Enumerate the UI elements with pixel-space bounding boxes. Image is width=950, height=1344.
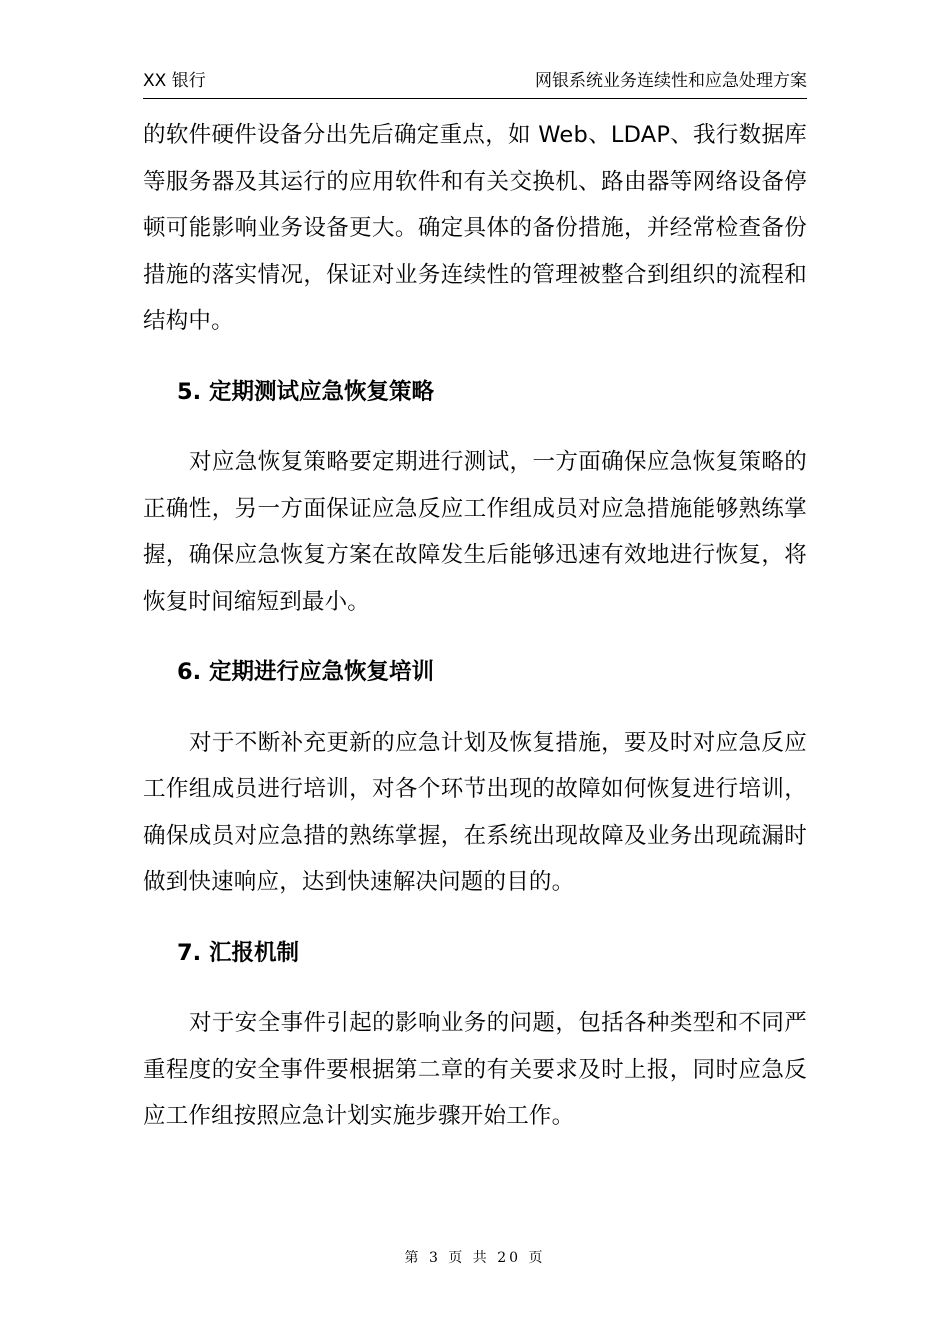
section-heading-5: 5. 定期测试应急恢复策略 — [177, 378, 435, 405]
paragraph-continuation: 的软件硬件设备分出先后确定重点，如 Web、LDAP、我行数据库等服务器及其运行的应用软件和有关交换机、路由器等网络设备停顿可能影响业务设备更大。确定具体的备份措施，并经常检查备份措施的落实情况，保证对业务连续性的管理被整合到组织的流程和结构中。 — [143, 122, 807, 334]
page-header — [143, 62, 807, 99]
header-document-title: 网银系统业务连续性和应急处理方案 — [535, 71, 807, 91]
page-number-footer: 第 3 页 共 20 页 — [404, 1250, 546, 1266]
header-bank-name: XX 银行 — [143, 71, 206, 91]
paragraph-section-6: 对于不断补充更新的应急计划及恢复措施，要及时对应急反应工作组成员进行培训，对各个环节出现的故障如何恢复进行培训，确保成员对应急措的熟练掌握，在系统出现故障及业务出现疏漏时做到快速响应，达到快速解决问题的目的。 — [143, 729, 807, 895]
document-body — [143, 112, 807, 1140]
paragraph-section-7: 对于安全事件引起的影响业务的问题，包括各种类型和不同严重程度的安全事件要根据第二章的有关要求及时上报，同时应急反应工作组按照应急计划实施步骤开始工作。 — [143, 1010, 807, 1129]
section-heading-6: 6. 定期进行应急恢复培训 — [177, 659, 435, 685]
paragraph-section-5: 对应急恢复策略要定期进行测试，一方面确保应急恢复策略的正确性，另一方面保证应急反应工作组成员对应急措施能够熟练掌握，确保应急恢复方案在故障发生后能够迅速有效地进行恢复，将恢复时间缩短到最小。 — [143, 449, 807, 615]
section-heading-7: 7. 汇报机制 — [177, 939, 300, 966]
